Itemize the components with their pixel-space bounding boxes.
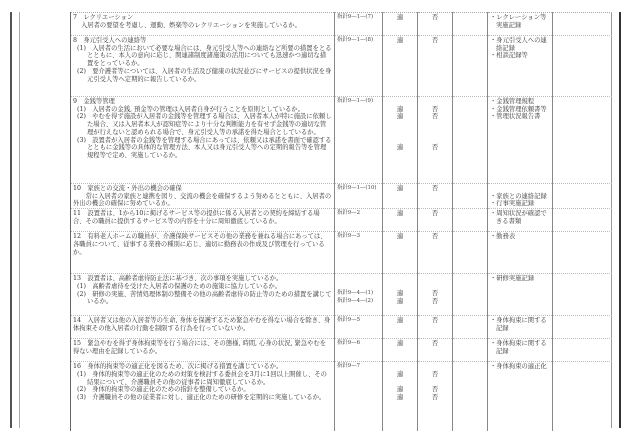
item-body: 常に入居者の家族と連携を図り、交流の機会を確保するよう努めるとともに、入居者の外出の機会の確保に努めているか。 <box>73 192 332 208</box>
notes-cell[interactable] <box>553 36 612 97</box>
compliant-mark[interactable]: 適 <box>383 184 418 209</box>
inspection-checklist-table <box>70 12 612 431</box>
guideline-ref: 指針9—1—(10) <box>335 184 383 209</box>
sub-item: (2) 研修の実施、苦情処理体制の整備その他の高齢者虐待の防止等のための措置を講じているか。 <box>77 290 332 306</box>
documents-cell: ・勤務表 <box>488 232 553 274</box>
item-text: 14 入居者又は他の入居者等の生命, 身体を保護するため緊急やむを得ない場合を除き、身体拘束その他入居者の行動を制限する行為を行っていないか。 <box>73 317 331 332</box>
guideline-ref: 指針9—3 <box>335 232 383 274</box>
noncompliant-marks <box>418 274 453 316</box>
remarks-cell[interactable] <box>453 362 488 431</box>
compliant-mark[interactable]: 適 <box>396 105 404 113</box>
documents-cell: ・身体拘束に関する記録 <box>488 316 553 339</box>
guideline-ref: 指針9—1—(7) <box>335 13 383 36</box>
notes-cell[interactable] <box>553 316 612 339</box>
guideline-ref: 指針9—5 <box>335 316 383 339</box>
sub-item: (3) 設置者が入居者の金銭等を管理する場合にあっては、依頼又は承諾を書面で確認するとともに金銭等の具体的な管理方法、本人又は身元引受人等への定期的報告等を管理規程等で定め、実施しているか。 <box>77 136 332 159</box>
compliant-marks <box>383 97 418 184</box>
documents-cell: ・家族との連絡記録 ・行事実施記録 <box>488 184 553 209</box>
compliant-marks <box>383 274 418 316</box>
documents-cell: ・身体拘束の適正化 <box>488 362 553 431</box>
documents-cell: ・身体拘束に関する記録 <box>488 339 553 362</box>
noncompliant-mark[interactable]: 否 <box>431 105 439 113</box>
question-cell <box>71 97 335 184</box>
sub-item: (2) 身体的拘束等の適正化のための指針を整備しているか。 <box>77 386 250 394</box>
noncompliant-mark[interactable]: 否 <box>418 184 453 209</box>
sub-item: (2) 要介護者等については、入居者の生活及び健康の状況並びにサービスの提供状況を身元引受人等へ定期的に報告しているか。 <box>77 67 332 83</box>
noncompliant-mark[interactable]: 否 <box>418 13 453 36</box>
question-cell <box>71 13 335 36</box>
guideline-ref: 指針9—2 <box>335 209 383 232</box>
documents-cell: ・金銭管理規程 ・金銭管理依頼書等 ・管理状況報告書 <box>488 97 553 184</box>
guideline-ref: 指針9—1—(9) <box>335 97 383 184</box>
remarks-cell[interactable] <box>453 209 488 232</box>
table-row <box>71 232 612 274</box>
noncompliant-mark[interactable]: 否 <box>431 370 439 378</box>
question-cell <box>71 339 335 362</box>
remarks-cell[interactable] <box>453 339 488 362</box>
noncompliant-mark[interactable]: 否 <box>418 36 453 97</box>
compliant-mark[interactable]: 適 <box>396 386 404 394</box>
documents-cell: ・研修実施記録 <box>488 274 553 316</box>
noncompliant-mark[interactable]: 否 <box>431 290 439 298</box>
documents-cell: ・レクレーション等実施記録 <box>488 13 553 36</box>
sub-item: (1) 身体的拘束等の適正化のための対策を検討する委員会を3月に1回以上開催し、その結果について、介護職員その他の従事者に周知徹底しているか。 <box>77 370 327 386</box>
sub-item: (1) 入居者の生活において必要な場合には、身元引受人等への連絡など所要の措置をとるとともに、本人の意向に応じ、関連諸制度諸施策の活用についても迅速かつ適切な措置をとっているか。 <box>77 44 332 68</box>
compliant-mark[interactable]: 適 <box>396 113 404 121</box>
question-cell <box>71 209 335 232</box>
noncompliant-marks <box>418 97 453 184</box>
question-cell <box>71 274 335 316</box>
left-margin-rule <box>10 12 12 428</box>
remarks-cell[interactable] <box>453 274 488 316</box>
question-cell <box>71 232 335 274</box>
sub-item: (1) 高齢者虐待を受けた入居者の保護のための施策に協力しているか。 <box>77 282 282 290</box>
question-cell <box>71 362 335 431</box>
noncompliant-mark[interactable]: 否 <box>431 144 439 152</box>
notes-cell[interactable] <box>553 232 612 274</box>
item-title: 7 レクリエーション <box>73 14 134 21</box>
remarks-cell[interactable] <box>453 13 488 36</box>
noncompliant-mark[interactable]: 否 <box>431 393 439 401</box>
noncompliant-mark[interactable]: 否 <box>431 386 439 394</box>
table-row <box>71 339 612 362</box>
remarks-cell[interactable] <box>453 97 488 184</box>
notes-cell[interactable] <box>553 184 612 209</box>
remarks-cell[interactable] <box>453 316 488 339</box>
notes-cell[interactable] <box>553 97 612 184</box>
noncompliant-mark[interactable]: 否 <box>431 298 439 306</box>
right-margin-rule <box>619 12 621 428</box>
noncompliant-mark[interactable]: 否 <box>418 232 453 274</box>
sub-item: (1) 入居者の金銭, 預金等の管理は入居者自身が行うことを原則としているか。 <box>77 105 305 113</box>
compliant-mark[interactable]: 適 <box>396 393 404 401</box>
compliant-mark[interactable]: 適 <box>396 290 404 298</box>
noncompliant-mark[interactable]: 否 <box>431 113 439 121</box>
guideline-ref: 指針9—1—(8) <box>335 36 383 97</box>
documents-cell: ・周知状況が確認できる書類 <box>488 209 553 232</box>
sub-item: (2) やむを得ず施設が入居者の金銭等を管理する場合は、入居者本人が特に施設に依頼した場合、又は入居者本人が認知症等により十分な判断能力を有せず金銭等の適切な管理が行えないと認められる場合で、身元引受人等の承諾を得た場合としているか。 <box>77 113 332 136</box>
table-row <box>71 209 612 232</box>
sub-item: (3) 介護職員その他の従業者に対し、適正化のための研修を定期的に実施しているか。 <box>77 393 326 401</box>
item-text: 11 設置者は、1から10に掲げるサービス等の提供に係る入居者との契約を締結する場合、その職員に提供するサービス等の内容を十分に周知徹底しているか。 <box>73 210 320 225</box>
guideline-ref: 指針9—4—(1) <box>337 290 374 297</box>
item-title: 8 身元引受人への連絡等 <box>73 37 147 44</box>
remarks-cell[interactable] <box>453 36 488 97</box>
notes-cell[interactable] <box>553 274 612 316</box>
left-margin-rule-inner <box>19 12 20 428</box>
item-title: 9 金銭等管理 <box>73 98 115 105</box>
notes-cell[interactable] <box>553 362 612 431</box>
compliant-mark[interactable]: 適 <box>383 339 418 362</box>
item-text: 12 有料老人ホームの職員が、介護保険サービスその他の業務を兼ねる場合にあっては、各職員について、従事する業務の種別に応じ、適切に勤務表の作成及び管理を行っているか。 <box>73 233 327 256</box>
question-cell <box>71 184 335 209</box>
notes-cell[interactable] <box>553 339 612 362</box>
compliant-mark[interactable]: 適 <box>396 144 404 152</box>
noncompliant-marks <box>418 362 453 431</box>
compliant-mark[interactable]: 適 <box>383 316 418 339</box>
remarks-cell[interactable] <box>453 184 488 209</box>
table-row <box>71 362 612 431</box>
guideline-ref: 指針9—7 <box>335 362 383 431</box>
guideline-ref: 指針9—4—(2) <box>337 298 374 305</box>
item-body: 入居者の要望を考慮し、運動、娯楽等のレクリエーションを実施しているか。 <box>81 21 301 29</box>
table-row <box>71 184 612 209</box>
compliant-marks <box>383 362 418 431</box>
table-row <box>71 13 612 36</box>
documents-cell: ・身元引受人への連絡記録 ・相談記録等 <box>488 36 553 97</box>
notes-cell[interactable] <box>553 209 612 232</box>
item-title: 10 家族との交流・外出の機会の確保 <box>73 185 182 192</box>
compliant-mark[interactable]: 適 <box>383 209 418 232</box>
question-cell <box>71 36 335 97</box>
compliant-mark[interactable]: 適 <box>383 36 418 97</box>
noncompliant-mark[interactable]: 否 <box>418 209 453 232</box>
compliant-mark[interactable]: 適 <box>383 13 418 36</box>
item-text: 13 設置者は、高齢者虐待防止法に基づき、次の事項を実施しているか。 <box>73 275 283 283</box>
table-row <box>71 97 612 184</box>
guideline-ref: 指針9—6 <box>335 339 383 362</box>
compliant-mark[interactable]: 適 <box>396 370 404 378</box>
remarks-cell[interactable] <box>453 232 488 274</box>
noncompliant-mark[interactable]: 否 <box>418 316 453 339</box>
item-text: 16 身体的拘束等の適正化を図るため、次に掲げる措置を講じているか。 <box>73 363 283 371</box>
compliant-mark[interactable]: 適 <box>396 298 404 306</box>
table-row <box>71 274 612 316</box>
noncompliant-mark[interactable]: 否 <box>418 339 453 362</box>
question-cell <box>71 316 335 339</box>
table-row <box>71 316 612 339</box>
notes-cell[interactable] <box>553 13 612 36</box>
table-row <box>71 36 612 97</box>
item-text: 15 緊急やむを得ず身体拘束等を行う場合には、その態様, 時間, 心身の状況, 緊急やむを得ない理由を記録しているか。 <box>73 340 327 355</box>
guideline-refs <box>335 274 383 316</box>
compliant-mark[interactable]: 適 <box>383 232 418 274</box>
